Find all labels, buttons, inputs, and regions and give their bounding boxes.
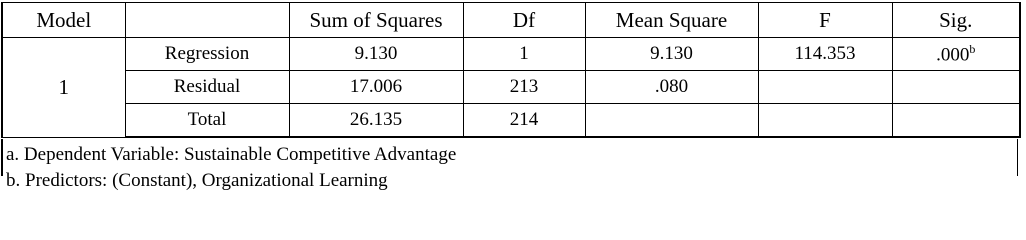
footnote-predictors: b. Predictors: (Constant), Organizational Learning bbox=[6, 170, 388, 191]
model-number: 1 bbox=[2, 38, 125, 138]
sum-of-squares-cell: 26.135 bbox=[289, 104, 463, 138]
df-cell: 214 bbox=[463, 104, 585, 138]
header-df: Df bbox=[463, 3, 585, 38]
header-mean-square: Mean Square bbox=[585, 3, 758, 38]
sig-cell bbox=[892, 38, 1020, 71]
df-cell: 1 bbox=[463, 38, 585, 71]
table-row-residual bbox=[2, 71, 1020, 104]
table-row-total bbox=[2, 104, 1020, 138]
mean-square-cell: 9.130 bbox=[585, 38, 758, 71]
row-label: Regression bbox=[125, 38, 289, 71]
sum-of-squares-cell: 9.130 bbox=[289, 38, 463, 71]
df-cell: 213 bbox=[463, 71, 585, 104]
mean-square-cell: .080 bbox=[585, 71, 758, 104]
header-model: Model bbox=[2, 3, 125, 38]
header-row bbox=[2, 3, 1020, 38]
header-sum-of-squares: Sum of Squares bbox=[289, 3, 463, 38]
anova-table bbox=[1, 2, 1021, 138]
sum-of-squares-cell: 17.006 bbox=[289, 71, 463, 104]
sig-cell bbox=[892, 104, 1020, 138]
sig-cell bbox=[892, 71, 1020, 104]
footnote-dependent-variable: a. Dependent Variable: Sustainable Competitive Advantage bbox=[6, 144, 457, 165]
f-cell bbox=[758, 71, 892, 104]
header-sig: Sig. bbox=[892, 3, 1020, 38]
sig-footnote-marker: b bbox=[969, 41, 976, 56]
row-label: Residual bbox=[125, 71, 289, 104]
sig-value: .000 bbox=[936, 44, 970, 66]
table-frame-right bbox=[1017, 139, 1018, 176]
header-blank bbox=[125, 3, 289, 38]
header-f: F bbox=[758, 3, 892, 38]
table-frame-left bbox=[1, 139, 3, 176]
f-cell bbox=[758, 104, 892, 138]
f-cell: 114.353 bbox=[758, 38, 892, 71]
table-row-regression bbox=[2, 38, 1020, 71]
mean-square-cell bbox=[585, 104, 758, 138]
row-label: Total bbox=[125, 104, 289, 138]
